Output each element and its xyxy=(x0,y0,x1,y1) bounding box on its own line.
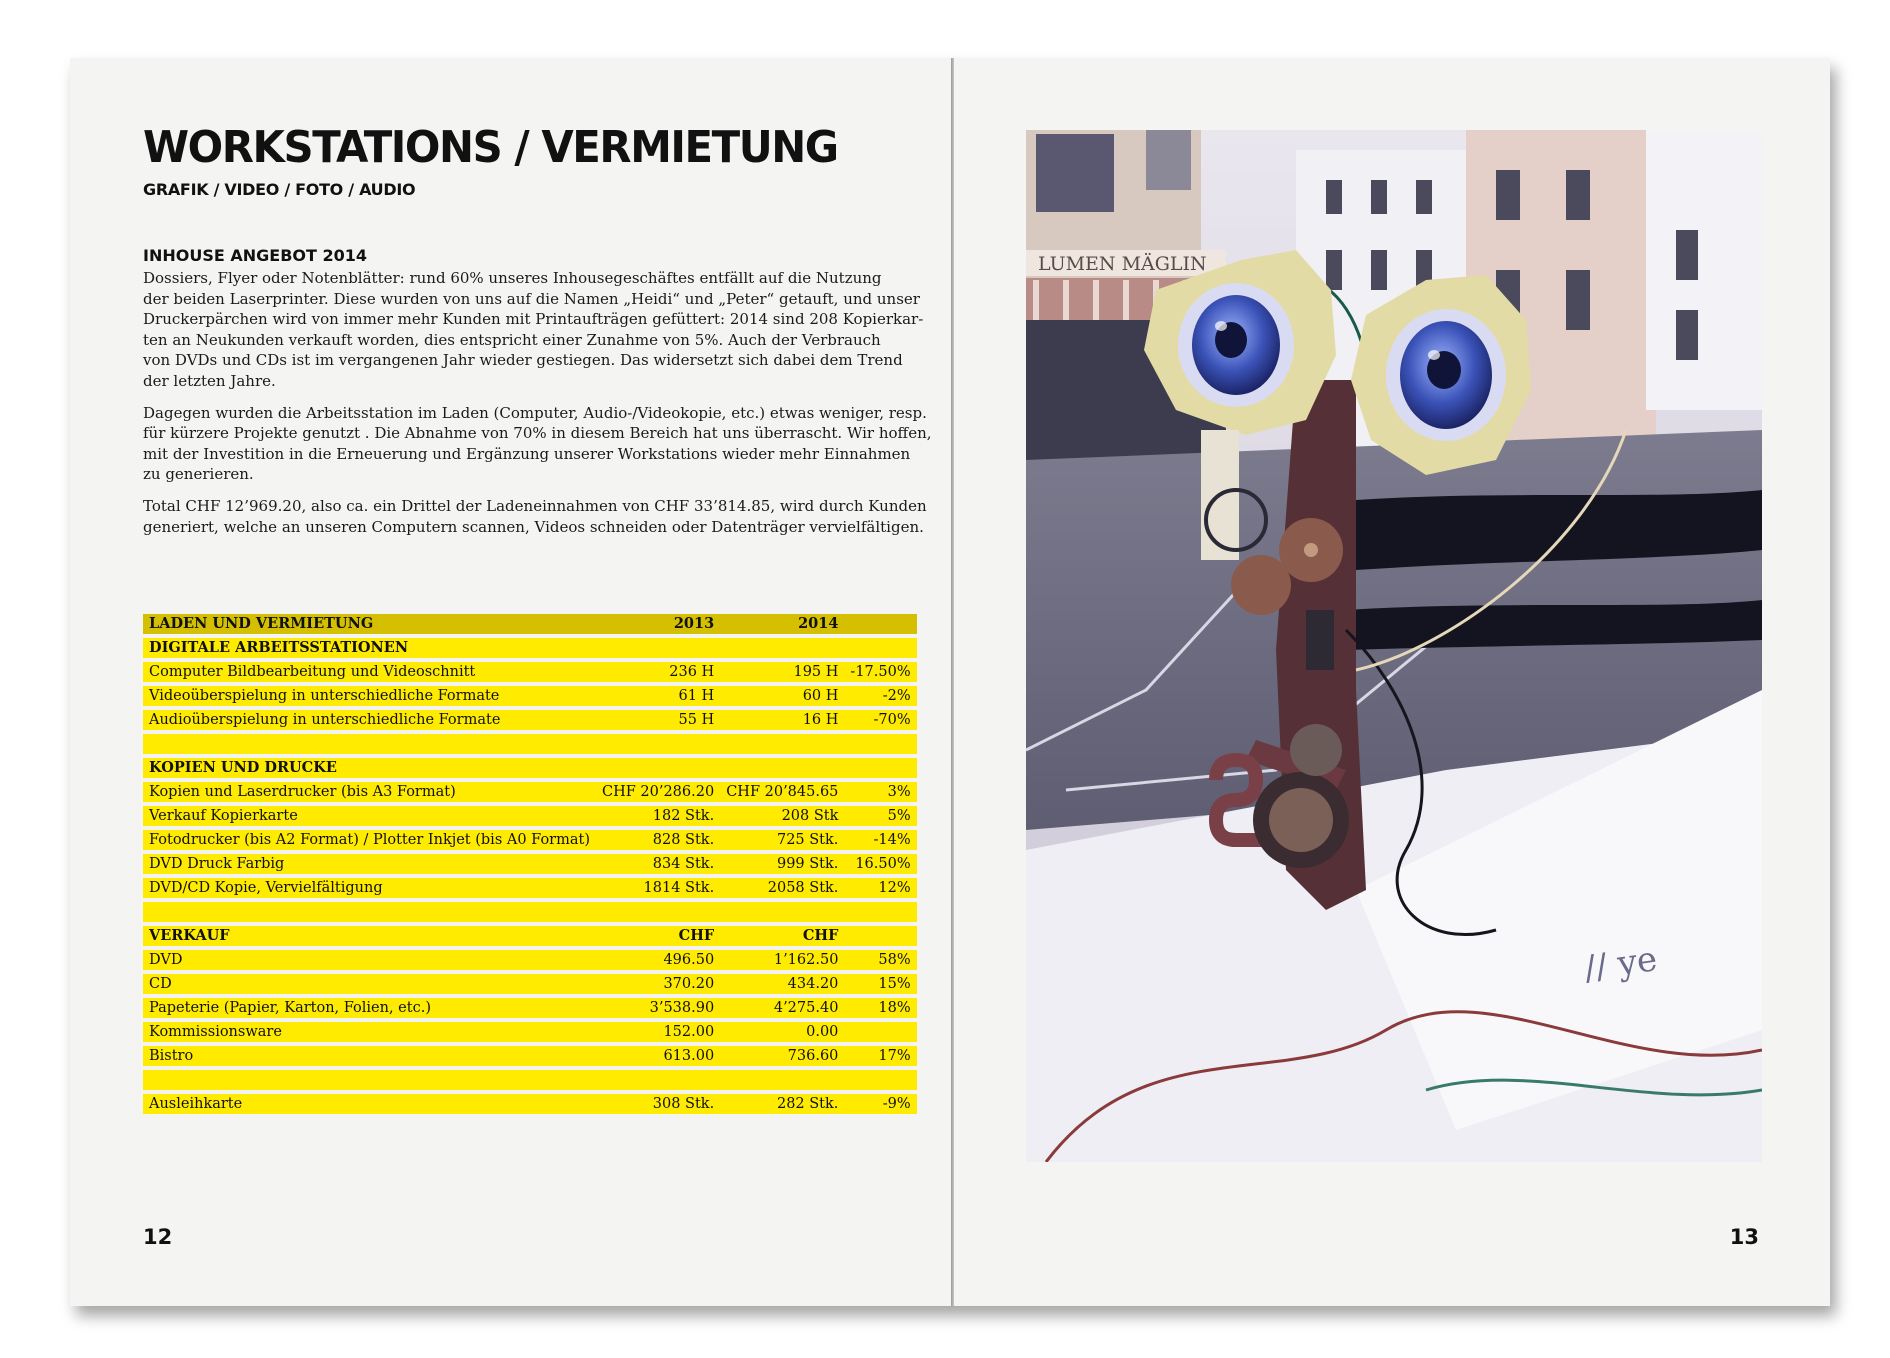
robot-photo xyxy=(1026,130,1762,1162)
text-line: für kürzere Projekte genutzt . Die Abnahme von 70% in diesem Bereich hat uns überrascht. Wir hoffen, xyxy=(143,424,932,443)
table-cell-change xyxy=(844,758,916,778)
text-line: der beiden Laserprinter. Diese wurden von uns auf die Namen „Heidi“ und „Peter“ getauft, und unser xyxy=(143,289,920,308)
table-cell-2013: CHF 20’286.20 xyxy=(596,782,720,802)
table-cell-label: Fotodrucker (bis A2 Format) / Plotter Inkjet (bis A0 Format) xyxy=(143,830,596,850)
table-cell-label: Papeterie (Papier, Karton, Folien, etc.) xyxy=(143,998,596,1018)
statistics-table xyxy=(143,610,917,1118)
paragraph-1 xyxy=(143,268,924,392)
robot-motor-small xyxy=(1290,724,1342,776)
text-line: generiert, welche an unseren Computern scannen, Videos schneiden oder Datenträger vervielfältigen. xyxy=(143,517,924,536)
table-header-change xyxy=(844,614,916,634)
table-cell-2013 xyxy=(596,734,720,754)
table-cell-change: -2% xyxy=(844,686,916,706)
table-cell-2013: 236 H xyxy=(596,662,720,682)
table-cell-2013 xyxy=(596,902,720,922)
table-cell-2014: CHF xyxy=(720,926,844,946)
window xyxy=(1036,134,1114,212)
table-cell-2013: 61 H xyxy=(596,686,720,706)
table-row xyxy=(143,998,917,1018)
window xyxy=(1146,130,1191,190)
text-line: Druckerpärchen wird von immer mehr Kunden mit Printaufträgen gefüttert: 2014 sind 208 Kopierkar- xyxy=(143,310,924,329)
table-cell-2014 xyxy=(720,758,844,778)
table-row xyxy=(143,734,917,754)
table-cell-label: Kommissionsware xyxy=(143,1022,596,1042)
text-line: von DVDs und CDs ist im vergangenen Jahr wieder gestiegen. Das widersetzt sich dabei dem Trend xyxy=(143,351,903,370)
table-row xyxy=(143,854,917,874)
table-cell-label: DVD Druck Farbig xyxy=(143,854,596,874)
table-body xyxy=(143,638,917,1114)
table-cell-change: 18% xyxy=(844,998,916,1018)
table-cell-change: -70% xyxy=(844,710,916,730)
table-cell-label: DVD/CD Kopie, Vervielfältigung xyxy=(143,878,596,898)
table-row xyxy=(143,974,917,994)
table-group-row xyxy=(143,758,917,778)
table-header-row xyxy=(143,614,917,634)
table-cell-2013: 308 Stk. xyxy=(596,1094,720,1114)
table-cell-change: 3% xyxy=(844,782,916,802)
table-cell-2013: 613.00 xyxy=(596,1046,720,1066)
table-cell-2014: 282 Stk. xyxy=(720,1094,844,1114)
table-cell-change xyxy=(844,1022,916,1042)
robot-gear xyxy=(1231,555,1291,615)
shop-sign-text: LUMEN MÄGLIN xyxy=(1038,253,1207,275)
table-cell-2014 xyxy=(720,734,844,754)
table-cell-2014: 1’162.50 xyxy=(720,950,844,970)
table-cell-change: 5% xyxy=(844,806,916,826)
table-cell-change: 15% xyxy=(844,974,916,994)
table-cell-2013: 182 Stk. xyxy=(596,806,720,826)
table-cell-2014: 60 H xyxy=(720,686,844,706)
table-cell-2014: 208 Stk xyxy=(720,806,844,826)
robot-motor-cap xyxy=(1269,788,1333,852)
table-cell-change: 12% xyxy=(844,878,916,898)
text-line: Dagegen wurden die Arbeitsstation im Laden (Computer, Audio-/Videokopie, etc.) etwas weniger, resp. xyxy=(143,403,927,422)
table-row xyxy=(143,950,917,970)
table-cell-change xyxy=(844,926,916,946)
table-cell-2013: 370.20 xyxy=(596,974,720,994)
robot-gear-hub xyxy=(1304,543,1318,557)
table-cell-2013: 152.00 xyxy=(596,1022,720,1042)
table-cell-2014: 2058 Stk. xyxy=(720,878,844,898)
table-cell-2014: 434.20 xyxy=(720,974,844,994)
building-far-right xyxy=(1646,130,1762,410)
table-row xyxy=(143,806,917,826)
table-group-row xyxy=(143,926,917,946)
table-cell-label: CD xyxy=(143,974,596,994)
table-cell-2013: 3’538.90 xyxy=(596,998,720,1018)
table-cell-label xyxy=(143,734,596,754)
table-cell-2014: 195 H xyxy=(720,662,844,682)
text-line: ten an Neukunden verkauft worden, dies entspricht einer Zunahme von 5%. Auch der Verbrauch xyxy=(143,330,881,349)
table-row xyxy=(143,686,917,706)
table-cell-label: Bistro xyxy=(143,1046,596,1066)
table-cell-label: Computer Bildbearbeitung und Videoschnitt xyxy=(143,662,596,682)
text-line: der letzten Jahre. xyxy=(143,371,276,390)
table-row xyxy=(143,662,917,682)
table-row xyxy=(143,1046,917,1066)
text-line: Dossiers, Flyer oder Notenblätter: rund 60% unseres Inhousegeschäftes entfällt auf die Nutzung xyxy=(143,269,882,287)
body-text xyxy=(143,268,932,548)
table-cell-2014: 0.00 xyxy=(720,1022,844,1042)
table-header-2014: 2014 xyxy=(720,614,844,634)
table-header-label: LADEN UND VERMIETUNG xyxy=(143,614,596,634)
table-cell-2013: 55 H xyxy=(596,710,720,730)
paper-handwriting: // ye xyxy=(1581,939,1660,989)
table-cell-label: DVD xyxy=(143,950,596,970)
table-cell-2013 xyxy=(596,638,720,658)
page-subtitle: GRAFIK / VIDEO / FOTO / AUDIO xyxy=(143,180,416,199)
table-cell-2014: 16 H xyxy=(720,710,844,730)
section-heading: INHOUSE ANGEBOT 2014 xyxy=(143,246,367,265)
table-cell-2014: 999 Stk. xyxy=(720,854,844,874)
page-title: WORKSTATIONS / VERMIETUNG xyxy=(143,122,838,173)
table-cell-label: DIGITALE ARBEITSSTATIONEN xyxy=(143,638,596,658)
photo-illustration xyxy=(1026,130,1762,1162)
table-cell-label: Audioüberspielung in unterschiedliche Formate xyxy=(143,710,596,730)
table-cell-2014: 4’275.40 xyxy=(720,998,844,1018)
table-cell-2013 xyxy=(596,1070,720,1090)
table-row xyxy=(143,1070,917,1090)
table-cell-2013 xyxy=(596,758,720,778)
table-cell-2013: 834 Stk. xyxy=(596,854,720,874)
table-cell-label: Videoüberspielung in unterschiedliche Formate xyxy=(143,686,596,706)
table-cell-change xyxy=(844,734,916,754)
page-number-left: 12 xyxy=(143,1225,173,1249)
table-cell-2014 xyxy=(720,902,844,922)
paragraph-3 xyxy=(143,496,927,537)
table-cell-change xyxy=(844,1070,916,1090)
table-cell-2014: 725 Stk. xyxy=(720,830,844,850)
left-page xyxy=(70,58,951,1306)
table-row xyxy=(143,1094,917,1114)
text-line: mit der Investition in die Erneuerung und Ergänzung unserer Workstations wieder mehr Einnahmen xyxy=(143,444,911,463)
table-cell-label: Kopien und Laserdrucker (bis A3 Format) xyxy=(143,782,596,802)
table-row xyxy=(143,902,917,922)
table-cell-label xyxy=(143,1070,596,1090)
text-line: Total CHF 12’969.20, also ca. ein Drittel der Ladeneinnahmen von CHF 33’814.85, wird durch Kunden xyxy=(143,496,927,515)
table-row xyxy=(143,710,917,730)
table-row xyxy=(143,1022,917,1042)
table-cell-change: 58% xyxy=(844,950,916,970)
table-cell-label: KOPIEN UND DRUCKE xyxy=(143,758,596,778)
text-line: zu generieren. xyxy=(143,465,254,484)
table-cell-2014: 736.60 xyxy=(720,1046,844,1066)
table-cell-change: -14% xyxy=(844,830,916,850)
table-cell-2014 xyxy=(720,1070,844,1090)
robot-circuit xyxy=(1306,610,1334,670)
table-cell-2014: CHF 20’845.65 xyxy=(720,782,844,802)
table-group-row xyxy=(143,638,917,658)
right-page xyxy=(954,58,1830,1306)
table-header-2013: 2013 xyxy=(596,614,720,634)
table-cell-2013: 828 Stk. xyxy=(596,830,720,850)
table-cell-2014 xyxy=(720,638,844,658)
table-row xyxy=(143,782,917,802)
table-cell-2013: CHF xyxy=(596,926,720,946)
table-cell-change xyxy=(844,902,916,922)
table-row xyxy=(143,878,917,898)
table-cell-change: 16.50% xyxy=(844,854,916,874)
table-cell-label: Ausleihkarte xyxy=(143,1094,596,1114)
table-row xyxy=(143,830,917,850)
table-cell-2013: 1814 Stk. xyxy=(596,878,720,898)
page-number-right: 13 xyxy=(1729,1225,1759,1249)
table-cell-change: -9% xyxy=(844,1094,916,1114)
table-cell-2013: 496.50 xyxy=(596,950,720,970)
table-cell-change: 17% xyxy=(844,1046,916,1066)
table-cell-change: -17.50% xyxy=(844,662,916,682)
paragraph-2 xyxy=(143,403,932,485)
table-cell-label: VERKAUF xyxy=(143,926,596,946)
table-cell-label: Verkauf Kopierkarte xyxy=(143,806,596,826)
table-cell-label xyxy=(143,902,596,922)
table-cell-change xyxy=(844,638,916,658)
magazine-spread xyxy=(70,58,1830,1306)
